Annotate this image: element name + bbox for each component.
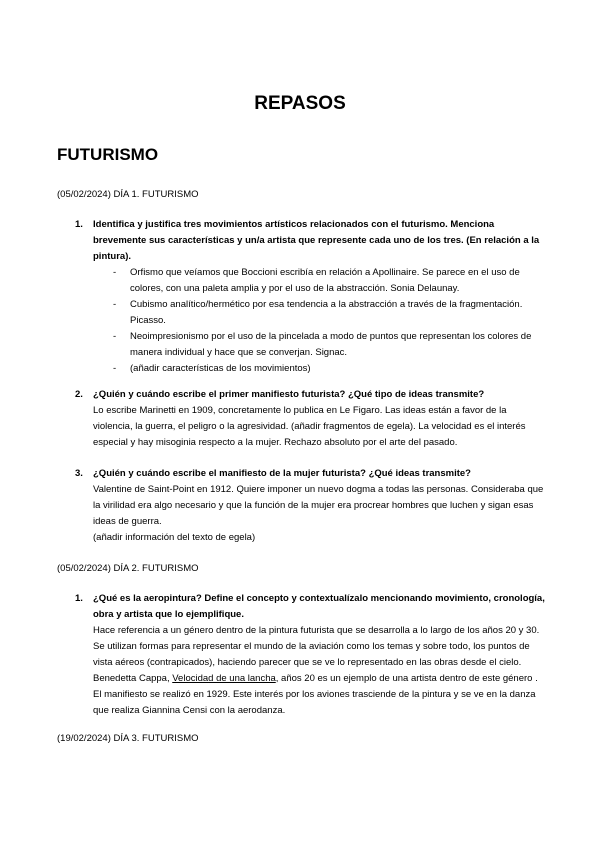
question-text: ¿Quién y cuándo escribe el primer manifiesto futurista? ¿Qué tipo de ideas transmite? [93, 389, 485, 400]
list-item [93, 265, 547, 297]
list-item-text: Neoimpresionismo por el uso de la pincelada a modo de puntos que representan los colores de manera individual y hace que se converjan. Signac. [130, 331, 532, 358]
answer-text: Lo escribe Marinetti en 1909, concretamente lo publica en Le Figaro. Las ideas están a favor de la violencia, la guerra, el peligro o la agresividad. (añadir fragmentos de egela). La velocidad es el interés especial y hay misoginia respecto a la mujer. Rechazo absoluto por el arte del pasado. [93, 405, 526, 448]
list-item [93, 329, 547, 361]
answer-text-part: Hace referencia a un género dentro de la pintura futurista que se desarrolla a lo largo de los años 20 y 30. Se utilizan formas para representar el mundo de la aviación como los temas y sobre todo, los puntos de vista aéreos (contrapicados), haciendo parecer que se ve lo representado en las obras desde el cielo. Benedetta Cappa, [93, 625, 540, 684]
question-block-d2-q1 [75, 591, 547, 719]
list-item [93, 297, 547, 329]
answer-text: Valentine de Saint-Point en 1912. Quiere imponer un nuevo dogma a todas las personas. Consideraba que la virilidad era algo necesario y que la función de la mujer era procrear hombres que luchen y sigan esas ideas de guerra. [93, 484, 544, 527]
dash-bullet-icon: - [113, 299, 117, 310]
dash-bullet-icon: - [113, 363, 117, 374]
question-number: 3. [75, 468, 83, 479]
artwork-title-link[interactable]: Velocidad de una lancha [172, 673, 276, 684]
question-text: Identifica y justifica tres movimientos artísticos relacionados con el futurismo. Menciona brevemente sus características y un/a artista que represente cada uno de los tres. (En relación a la pintura). [93, 219, 540, 262]
question-number: 2. [75, 389, 83, 400]
dash-bullet-icon: - [113, 267, 117, 278]
question-block-d1-q2 [75, 387, 547, 451]
list-item-text: (añadir características de los movimientos) [130, 363, 311, 374]
day-heading-1: (05/02/2024) DÍA 1. FUTURISMO [57, 189, 199, 200]
question-text: ¿Quién y cuándo escribe el manifiesto de la mujer futurista? ¿Qué ideas transmite? [93, 468, 471, 479]
question-number: 1. [75, 593, 83, 604]
list-item-text: Cubismo analítico/hermético por esa tendencia a la abstracción a través de la fragmentación. Picasso. [130, 299, 523, 326]
section-title: FUTURISMO [57, 145, 159, 164]
question-text: ¿Qué es la aeropintura? Define el concepto y contextualízalo mencionando movimiento, cronología, obra y artista que lo ejemplifique. [93, 593, 545, 620]
answer-text-part: , años 20 es un ejemplo de una artista dentro de este género . El manifiesto se realizó en 1929. Este interés por los aviones trasciende de la pintura y se ve en la danza que realiza Giannina Censi con la aerodanza. [93, 673, 538, 716]
dash-bullet-icon: - [113, 331, 117, 342]
answer-text [93, 623, 547, 719]
day-heading-2: (05/02/2024) DÍA 2. FUTURISMO [57, 563, 199, 574]
answer-note: (añadir información del texto de egela) [93, 532, 256, 543]
day-heading-3: (19/02/2024) DÍA 3. FUTURISMO [57, 733, 199, 744]
list-item [93, 361, 547, 377]
bullet-list [93, 265, 547, 377]
question-block-d1-q3 [75, 466, 547, 546]
list-item-text: Orfismo que veíamos que Boccioni escribía en relación a Apollinaire. Se parece en el uso de colores, con una paleta amplia y por el uso de la abstracción. Sonia Delaunay. [130, 267, 520, 294]
document-title: REPASOS [254, 93, 346, 114]
question-number: 1. [75, 219, 83, 230]
question-block-d1-q1 [75, 217, 547, 377]
